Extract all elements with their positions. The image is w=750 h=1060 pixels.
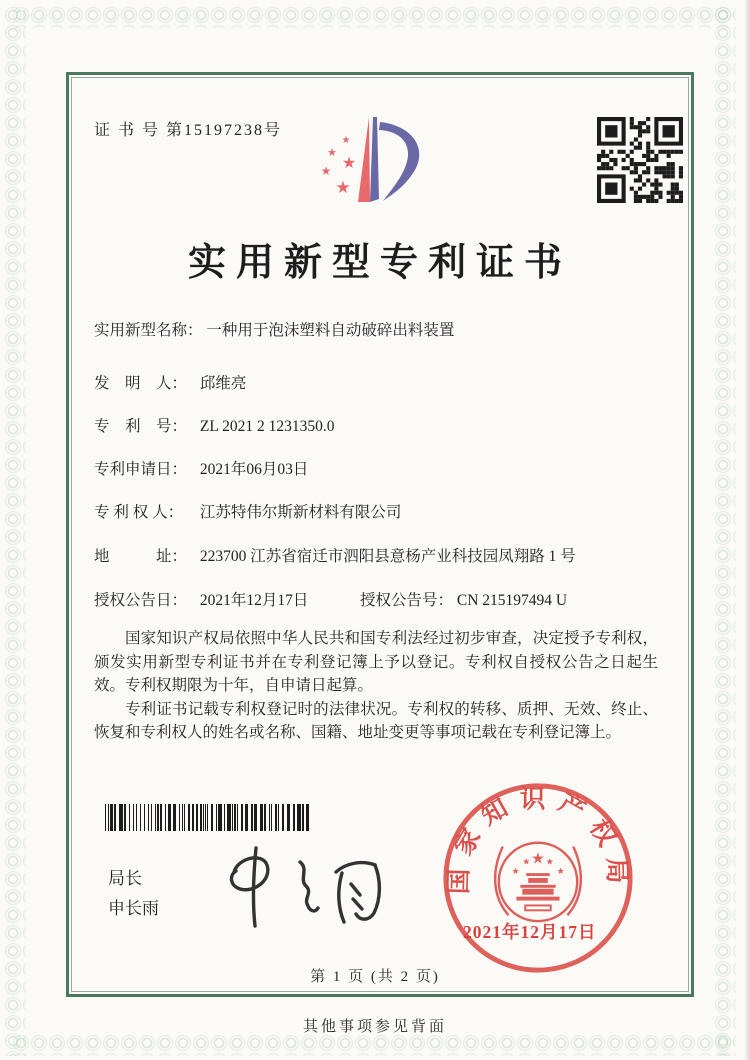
field-grant-number	[360, 588, 567, 610]
field-label: 发 明 人：	[94, 375, 188, 392]
field-address	[94, 544, 576, 566]
cnipa-logo-icon	[303, 98, 467, 222]
field-value: 一种用于泡沫塑料自动破碎出料装置	[206, 322, 455, 339]
field-label: 实用新型名称：	[94, 322, 203, 339]
field-value: CN 215197494 U	[456, 592, 568, 609]
field-value: 223700 江苏省宿迁市泗阳县意杨产业科技园凤翔路 1 号	[199, 548, 576, 565]
official-seal	[440, 780, 636, 976]
lace-border-left	[4, 6, 26, 1056]
star-icon: ★	[341, 155, 357, 172]
page-number: 第 1 页 (共 2 页)	[310, 969, 440, 985]
field-label: 专 利 号：	[94, 418, 188, 435]
field-value: 邱维亮	[199, 375, 247, 392]
field-patent-number	[94, 414, 335, 436]
svg-text:★: ★	[556, 866, 565, 877]
qr-code	[597, 117, 683, 203]
scan-edge-shadow	[744, 0, 750, 1060]
reverse-side-note: 其他事项参见背面	[302, 1019, 447, 1035]
field-value: 江苏特伟尔斯新材料有限公司	[199, 504, 402, 521]
field-label: 专利申请日：	[94, 461, 188, 478]
field-label: 专 利 权 人：	[94, 504, 184, 521]
field-value: 2021年12月17日	[199, 592, 309, 609]
handwritten-signature-image	[196, 836, 408, 932]
field-grant-date	[94, 588, 308, 610]
barcode-bars	[105, 804, 309, 831]
lace-border-bottom	[12, 1034, 734, 1056]
signature-block	[108, 864, 159, 924]
svg-text:★: ★	[545, 856, 554, 867]
field-value: ZL 2021 2 1231350.0	[199, 418, 335, 435]
body-paragraph-1: 国家知识产权局依照中华人民共和国专利法经过初步审查，决定授予专利权，颁发实用新型专利证书并在专利登记簿上予以登记。专利权自授权公告之日起生效。专利权期限为十年，自申请日起算。	[94, 630, 658, 694]
svg-text:国家知识产权局	[444, 784, 632, 894]
field-label: 授权公告日：	[94, 592, 188, 609]
page-title: 实用新型专利证书	[187, 242, 572, 284]
field-label: 地 址：	[94, 548, 188, 565]
star-icon: ★	[327, 147, 337, 159]
signer-name: 申长雨	[108, 899, 159, 918]
field-inventor	[94, 371, 246, 393]
field-value: 2021年06月03日	[199, 461, 309, 478]
lace-border-top	[12, 6, 734, 28]
lace-border-right	[714, 6, 736, 1056]
certificate-body-text	[94, 627, 658, 745]
signer-title: 局长	[108, 869, 142, 888]
field-patentee	[94, 500, 401, 522]
field-utility-model-name	[94, 318, 454, 340]
field-filing-date	[94, 457, 308, 479]
certificate-number: 证 书 号 第15197238号	[94, 122, 283, 139]
logo-p-mark	[321, 117, 420, 202]
body-paragraph-2: 专利证书记载专利权登记时的法律状况。专利权的转移、质押、无效、终止、恢复和专利权人的姓名或名称、国籍、地址变更等事项记载在专利登记簿上。	[94, 700, 658, 741]
seal-text: 国家知识产权局	[444, 784, 632, 895]
seal-date: 2021年12月17日	[463, 922, 597, 942]
svg-text:★: ★	[511, 866, 520, 877]
svg-text:★: ★	[522, 856, 531, 867]
star-icon: ★	[341, 135, 351, 146]
barcode	[105, 804, 311, 831]
star-icon: ★	[335, 178, 351, 197]
svg-text:★: ★	[530, 850, 546, 868]
star-icon: ★	[320, 164, 332, 178]
field-label: 授权公告号：	[360, 592, 454, 609]
